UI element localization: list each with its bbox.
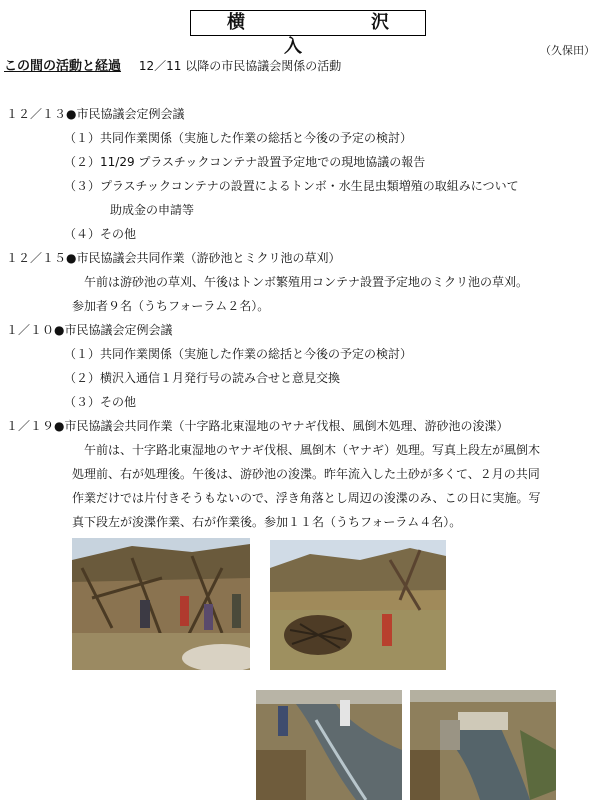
entry-description: 午前は、十字路北東湿地のヤナギ伐根、風倒木（ヤナギ）処理。写真上段左が風倒木: [84, 443, 541, 457]
entry-description: 真下段左が浚渫作業、右が作業後。参加１１名（うちフォーラム４名）。: [72, 515, 462, 529]
section-heading-row: [4, 58, 341, 75]
photo-windfall-before: [72, 538, 250, 670]
photo-dredging-after: [410, 690, 556, 800]
agenda-item: （１）共同作業関係（実施した作業の総括と今後の予定の検討）: [64, 347, 413, 361]
agenda-item: （１）共同作業関係（実施した作業の総括と今後の予定の検討）: [64, 131, 413, 145]
entry-description: 作業だけでは片付きそうもないので、浮き角落とし周辺の浚渫のみ、この日に実施。写: [72, 491, 541, 505]
agenda-item: （３）その他: [64, 395, 137, 409]
photo-dredging-work: [256, 690, 402, 800]
section-heading: この間の活動と経過: [4, 59, 122, 74]
author: （久保田）: [540, 44, 595, 57]
photo-windfall-after: [270, 540, 446, 670]
entry-description: 午前は游砂池の草刈、午後はトンボ繁殖用コンテナ設置予定地のミクリ池の草刈。: [84, 275, 529, 289]
page-title: 横 沢 入: [190, 10, 426, 36]
entry-date-0119: １／１９●市民協議会共同作業（十字路北東湿地のヤナギ伐根、風倒木処理、游砂池の浚渫）: [6, 419, 509, 433]
entry-date-0110: １／１０●市民協議会定例会議: [6, 323, 173, 337]
agenda-item-continued: 助成金の申請等: [110, 203, 195, 217]
entry-date-1213: １２／１３●市民協議会定例会議: [6, 107, 185, 121]
agenda-item: （２）11/29 プラスチックコンテナ設置予定地での現地協議の報告: [64, 155, 426, 169]
section-subtitle: 12／11 以降の市民協議会関係の活動: [138, 59, 342, 73]
agenda-item: （３）プラスチックコンテナの設置によるトンボ・水生昆虫類増殖の取組みについて: [64, 179, 519, 193]
agenda-item: （４）その他: [64, 227, 137, 241]
entry-description: 処理前、右が処理後。午後は、游砂池の浚渫。昨年流入した土砂が多くて、２月の共同: [72, 467, 540, 481]
entry-participants: 参加者９名（うちフォーラム２名）。: [72, 299, 270, 313]
agenda-item: （２）横沢入通信１月発行号の読み合せと意見交換: [64, 371, 341, 385]
entry-date-1215: １２／１５●市民協議会共同作業（游砂池とミクリ池の草刈）: [6, 251, 341, 265]
